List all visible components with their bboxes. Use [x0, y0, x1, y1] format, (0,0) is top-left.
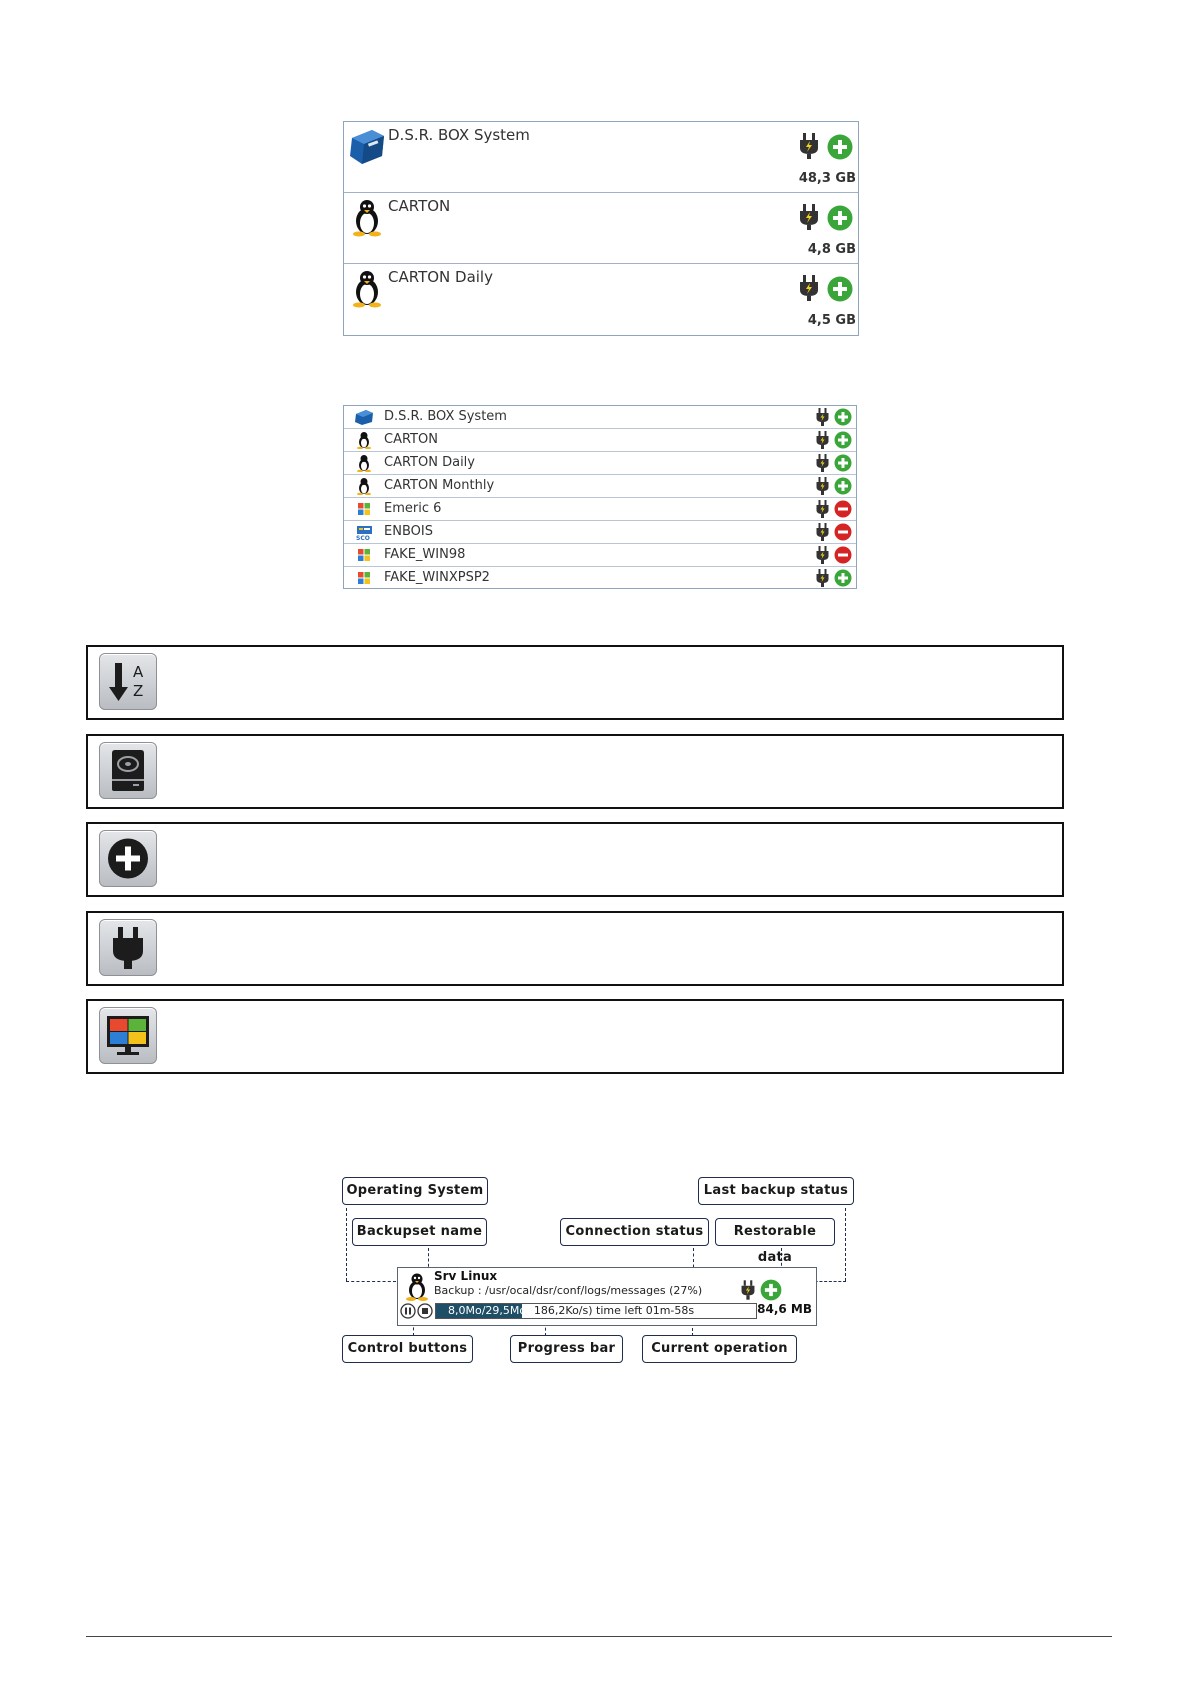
backupset-name: CARTON Daily: [384, 455, 475, 470]
list-item[interactable]: [344, 406, 856, 429]
linux-penguin-icon: [348, 268, 386, 308]
list-item[interactable]: [344, 521, 856, 544]
backupset-name: FAKE_WINXPSP2: [384, 570, 490, 585]
list-item[interactable]: [344, 193, 858, 264]
linux-penguin-icon: [354, 431, 374, 449]
current-operation: Backup : /usr/ocal/dsr/conf/logs/messages (27%): [434, 1284, 703, 1297]
hard-drive-icon: [100, 743, 156, 798]
backupset-name: Emeric 6: [384, 501, 442, 516]
callout-operating-system: Operating System: [342, 1177, 488, 1205]
plug-icon: [816, 454, 829, 472]
plug-icon: [816, 546, 829, 564]
linux-penguin-icon: [348, 197, 386, 237]
svg-text:SCO: SCO: [356, 535, 370, 541]
restorable-data-size: 84,6 MB: [757, 1302, 812, 1316]
sco-unix-icon: [354, 523, 374, 541]
connect-button-box: [86, 911, 1064, 986]
sort-az-icon: [100, 654, 156, 709]
connector-operating-system: [346, 1281, 396, 1282]
plug-icon: [799, 133, 819, 159]
status-error-icon: [834, 523, 852, 541]
status-ok-icon: [834, 408, 852, 426]
status-ok-icon: [760, 1279, 782, 1301]
backupset-name: D.S.R. BOX System: [388, 126, 530, 144]
callout-current-operation: Current operation: [642, 1335, 797, 1363]
windows-flag-icon: [354, 546, 374, 564]
list-item[interactable]: [344, 544, 856, 567]
status-ok-icon: [834, 431, 852, 449]
status-ok-icon: [827, 134, 853, 160]
callout-backupset-name: Backupset name: [352, 1218, 487, 1246]
status-ok-icon: [834, 569, 852, 587]
display-button-box: [86, 999, 1064, 1074]
status-ok-icon: [834, 454, 852, 472]
plug-icon: [741, 1280, 755, 1300]
progress-text-part: 186,2Ko/s) time left 01m-58s: [533, 1304, 695, 1317]
connector-operating-system: [346, 1208, 347, 1281]
callout-progress-bar: Progress bar: [510, 1335, 623, 1363]
page-footer-rule: [86, 1636, 1112, 1637]
progress-bar: [435, 1303, 757, 1319]
dsr-box-icon: [348, 126, 386, 166]
callout-connection-status: Connection status: [560, 1218, 709, 1246]
list-item[interactable]: [344, 122, 858, 193]
pause-icon[interactable]: [400, 1303, 416, 1319]
list-item[interactable]: [344, 475, 856, 498]
connect-button[interactable]: [99, 919, 157, 976]
status-error-icon: [834, 546, 852, 564]
progress-text: [448, 1304, 694, 1318]
plug-icon: [816, 408, 829, 426]
backupset-name: Srv Linux: [434, 1269, 498, 1283]
status-ok-icon: [834, 477, 852, 495]
backupset-name: ENBOIS: [384, 524, 433, 539]
backupset-list-compact: [343, 405, 857, 589]
list-item[interactable]: [344, 452, 856, 475]
storage-button-box: [86, 734, 1064, 809]
callout-control-buttons: Control buttons: [342, 1335, 473, 1363]
svg-text:A: A: [133, 663, 144, 681]
backupset-list-large: [343, 121, 859, 336]
connector-last-backup-status: [845, 1208, 846, 1281]
backupset-size: 48,3 GB: [798, 171, 856, 186]
windows-flag-icon: [354, 500, 374, 518]
callout-restorable-data: Restorable data: [715, 1218, 835, 1246]
list-item[interactable]: [344, 429, 856, 452]
backupset-size: 4,5 GB: [807, 313, 856, 328]
backupset-name: CARTON: [388, 197, 451, 215]
storage-button[interactable]: [99, 742, 157, 799]
svg-text:Z: Z: [133, 682, 144, 700]
callout-last-backup-status: Last backup status: [698, 1177, 854, 1205]
windows-flag-icon: [354, 569, 374, 587]
list-item[interactable]: [344, 567, 856, 589]
backupset-name: D.S.R. BOX System: [384, 409, 507, 424]
plug-icon: [816, 569, 829, 587]
sort-az-button[interactable]: [99, 653, 157, 710]
add-button-box: [86, 822, 1064, 897]
backupset-name: FAKE_WIN98: [384, 547, 466, 562]
backupset-name: CARTON Monthly: [384, 478, 495, 493]
add-button[interactable]: [99, 830, 157, 887]
backup-status-widget[interactable]: [397, 1267, 817, 1326]
backupset-size: 4,8 GB: [807, 242, 856, 257]
linux-penguin-icon: [402, 1271, 432, 1301]
stop-icon[interactable]: [417, 1303, 433, 1319]
plug-icon: [799, 275, 819, 301]
dsr-box-icon: [354, 408, 374, 426]
plug-icon: [799, 204, 819, 230]
list-item[interactable]: [344, 264, 858, 334]
sort-button-box: [86, 645, 1064, 720]
status-error-icon: [834, 500, 852, 518]
plug-icon: [100, 920, 156, 975]
display-button[interactable]: [99, 1007, 157, 1064]
linux-penguin-icon: [354, 454, 374, 472]
linux-penguin-icon: [354, 477, 374, 495]
monitor-windows-icon: [100, 1008, 156, 1063]
backupset-name: CARTON Daily: [388, 268, 493, 286]
plug-icon: [816, 500, 829, 518]
list-item[interactable]: [344, 498, 856, 521]
plug-icon: [816, 431, 829, 449]
progress-text-part: 8,0Mo/29,5Mo (: [448, 1304, 534, 1317]
plug-icon: [816, 477, 829, 495]
status-ok-icon: [827, 205, 853, 231]
add-circle-icon: [100, 831, 156, 886]
status-ok-icon: [827, 276, 853, 302]
plug-icon: [816, 523, 829, 541]
backupset-name: CARTON: [384, 432, 438, 447]
